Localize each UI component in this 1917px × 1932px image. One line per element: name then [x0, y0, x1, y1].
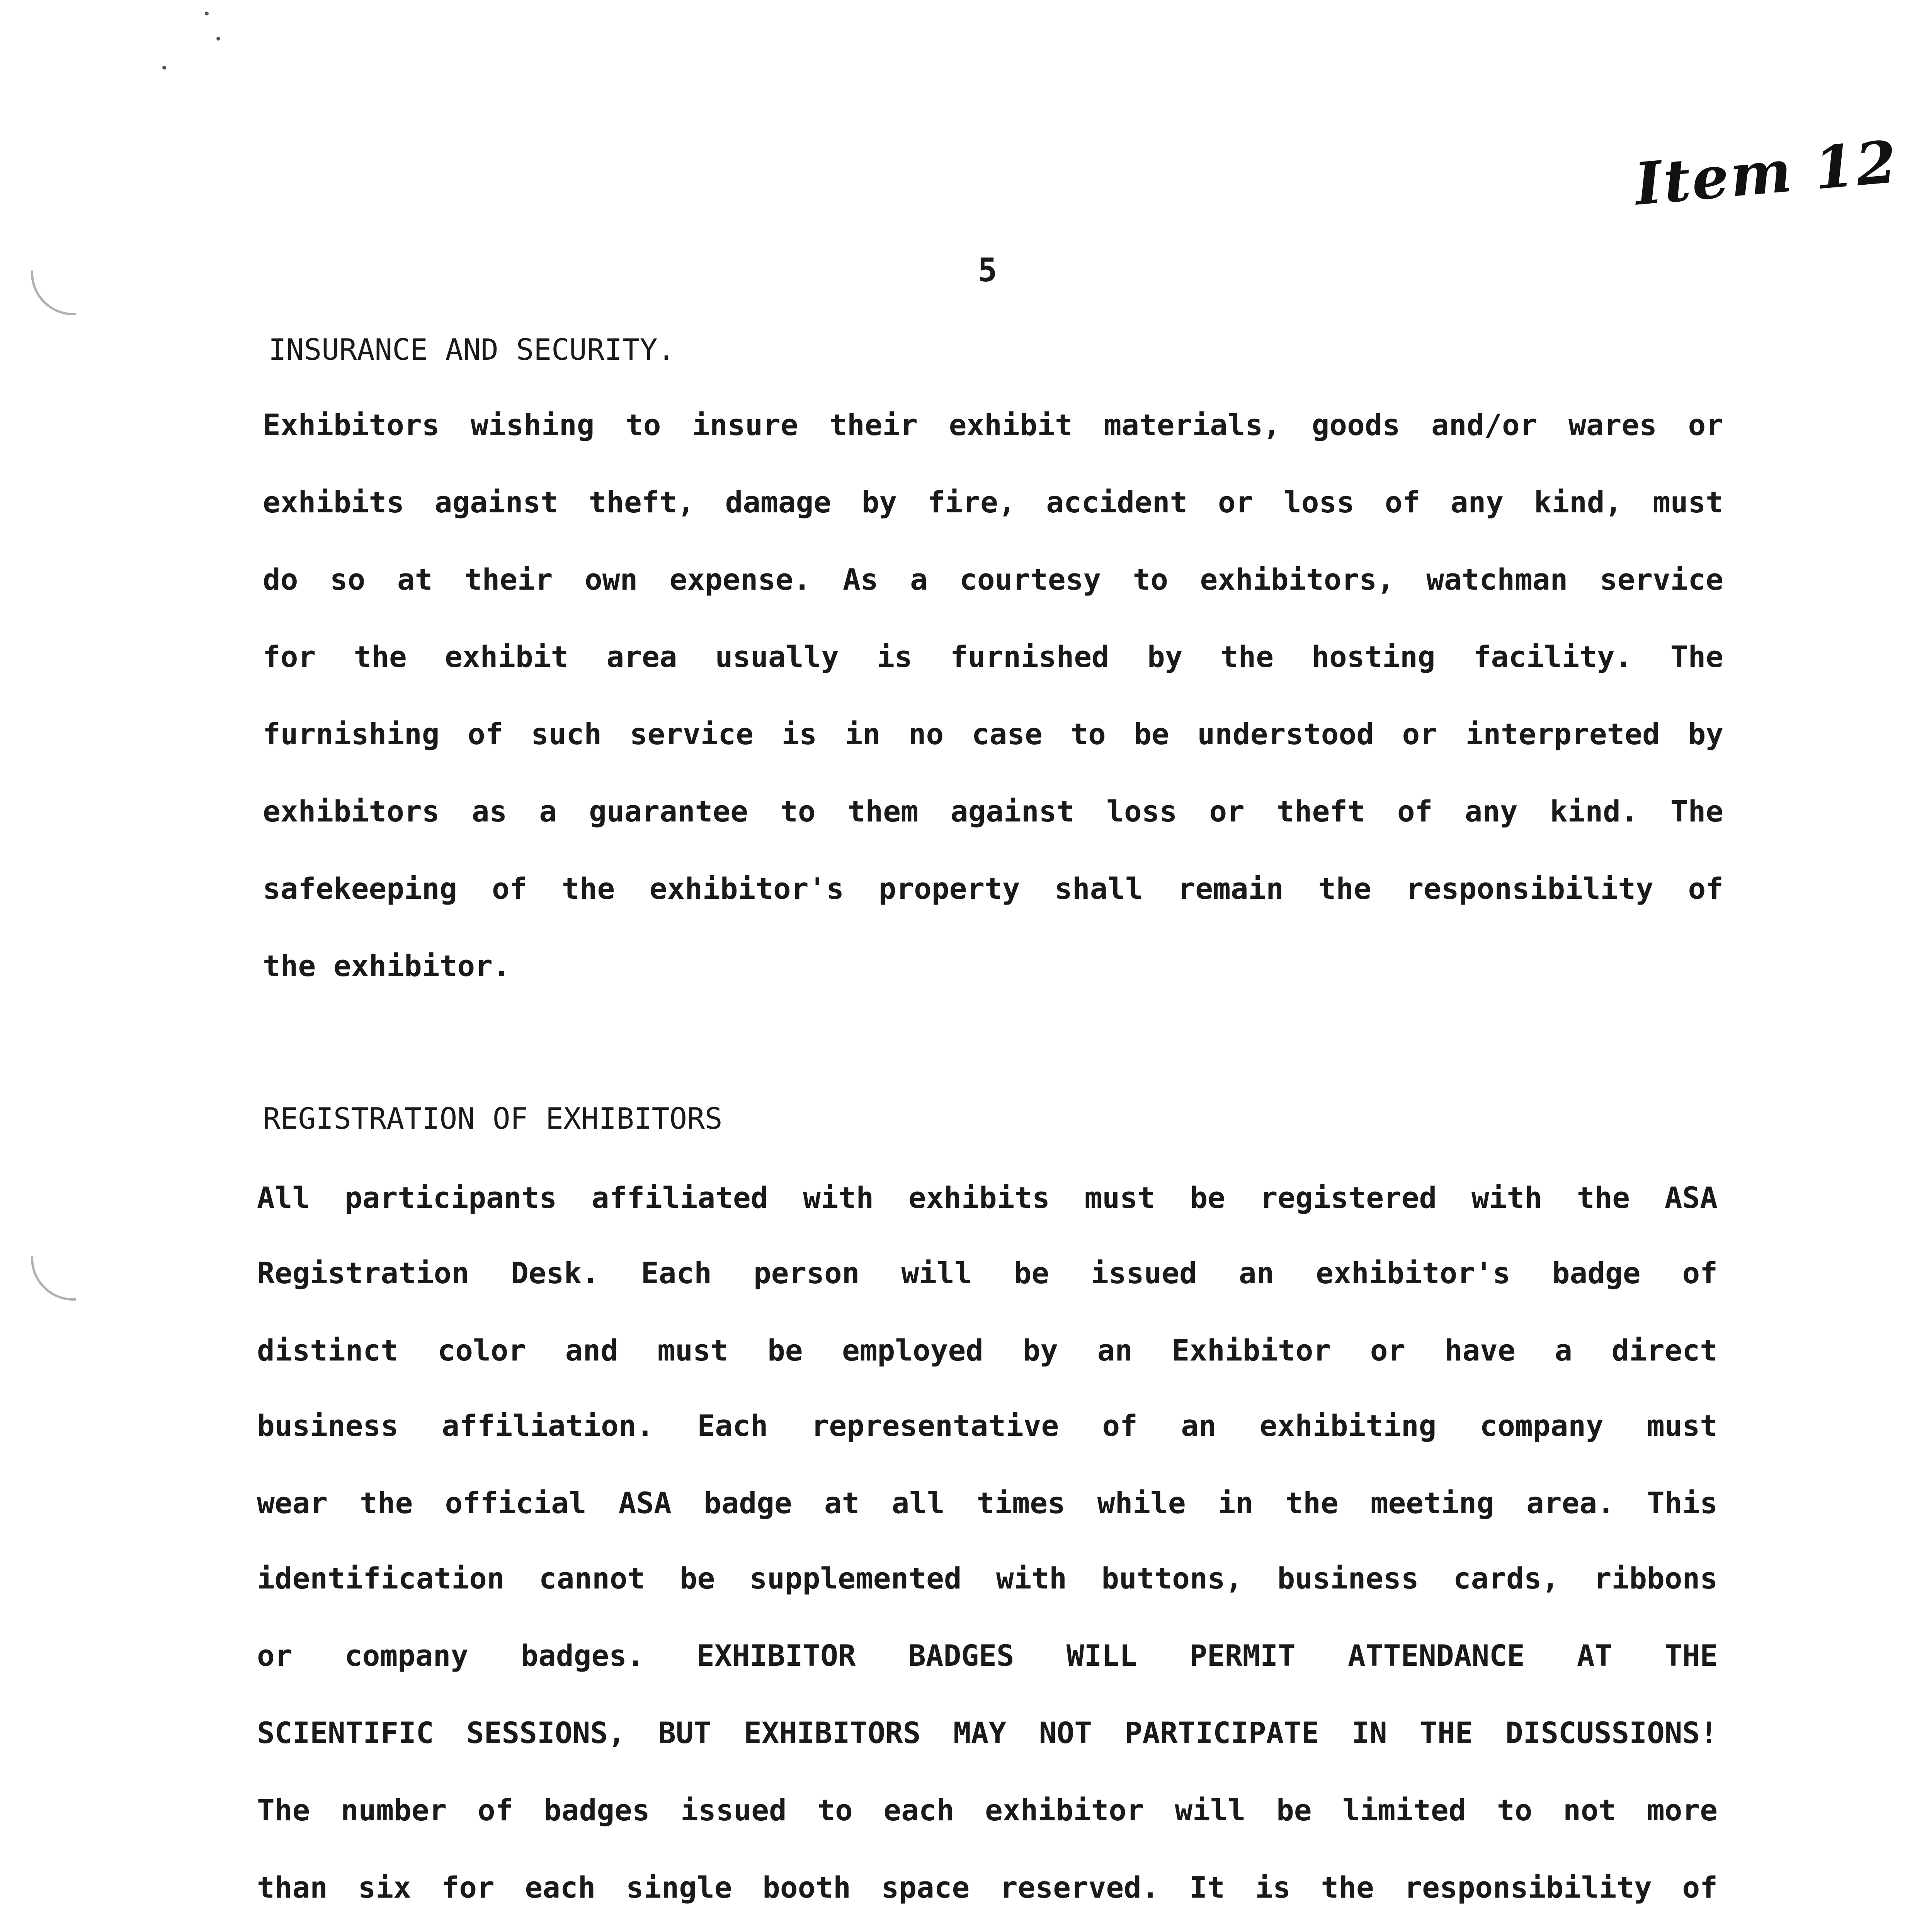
paragraph-line: exhibitors as a guarantee to them against loss or theft of any kind. The [263, 794, 1723, 828]
paragraph-line: furnishing of such service is in no case to be understood or interpreted by [263, 717, 1723, 751]
paragraph-line: or company badges. EXHIBITOR BADGES WILL PERMIT ATTENDANCE AT THE [257, 1638, 1718, 1673]
paragraph-line: Exhibitors wishing to insure their exhibit materials, goods and/or wares or [263, 408, 1723, 442]
paragraph-line: safekeeping of the exhibitor's property shall remain the responsibility of [263, 871, 1723, 906]
bleed-through-text [290, 216, 1835, 294]
punch-hole-mark-top [31, 270, 76, 315]
section-heading: REGISTRATION OF EXHIBITORS [263, 1101, 723, 1136]
paragraph-line: for the exhibit area usually is furnished by the hosting facility. The [263, 639, 1723, 674]
section-heading: INSURANCE AND SECURITY. [269, 332, 675, 367]
page-number: 5 [978, 251, 997, 289]
handwritten-item-number: Item 12 [1632, 128, 1901, 219]
paragraph-line: distinct color and must be employed by an Exhibitor or have a direct [257, 1333, 1718, 1367]
paragraph-line: identification cannot be supplemented with buttons, business cards, ribbons [257, 1561, 1718, 1595]
paragraph-line: SCIENTIFIC SESSIONS, BUT EXHIBITORS MAY NOT PARTICIPATE IN THE DISCUSSIONS! [257, 1716, 1718, 1750]
paragraph-line: than six for each single booth space reserved. It is the responsibility of [257, 1870, 1718, 1905]
scan-speck [216, 37, 220, 41]
paragraph-line: All participants affiliated with exhibits must be registered with the ASA [257, 1180, 1718, 1215]
paragraph-line: Registration Desk. Each person will be issued an exhibitor's badge of [257, 1256, 1718, 1290]
paragraph-line: wear the official ASA badge at all times while in the meeting area. This [257, 1486, 1718, 1520]
paragraph-line: exhibits against theft, damage by fire, accident or loss of any kind, must [263, 485, 1723, 519]
punch-hole-mark-middle [31, 1256, 76, 1301]
scan-speck [162, 66, 166, 70]
paragraph-line: business affiliation. Each representative of an exhibiting company must [257, 1408, 1718, 1443]
paragraph-line: The number of badges issued to each exhibitor will be limited to not more [257, 1793, 1718, 1827]
paragraph-line: do so at their own expense. As a courtesy to exhibitors, watchman service [263, 562, 1723, 597]
scan-speck [205, 12, 209, 15]
paragraph-line: the exhibitor. [263, 949, 510, 983]
